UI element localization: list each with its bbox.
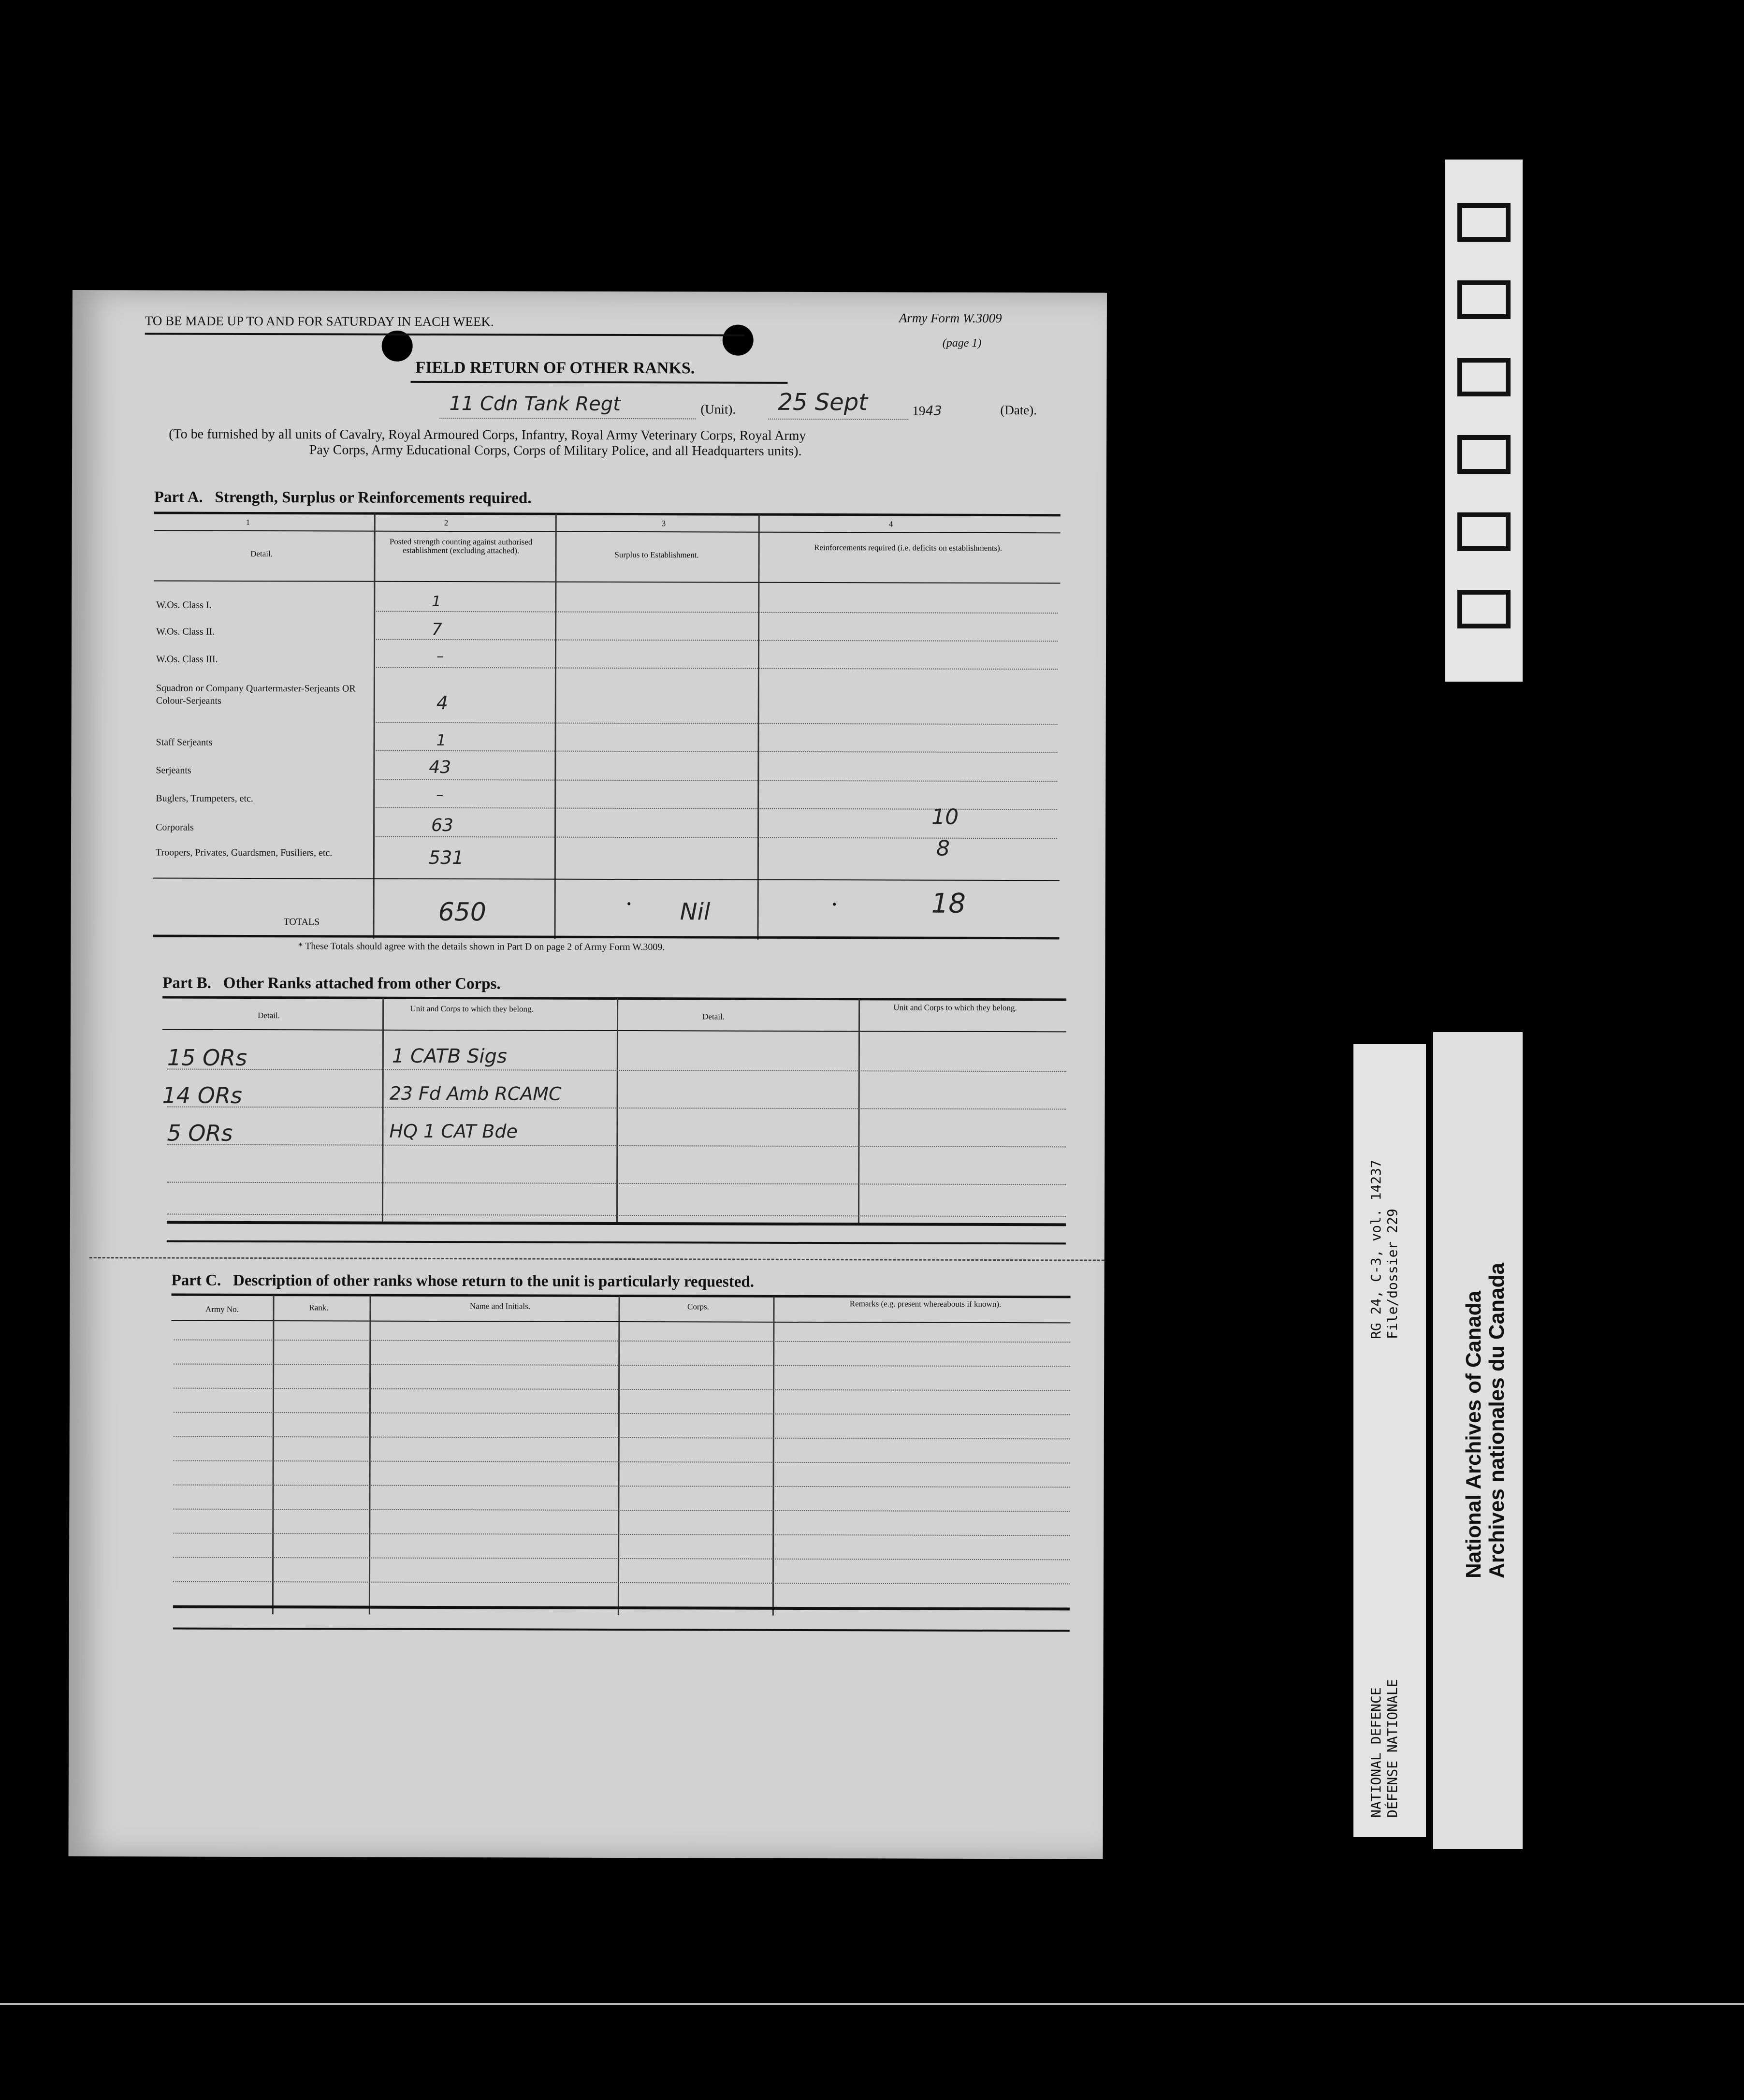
- col-reinf-header: Reinforcements required (i.e. deficits on establishments).: [814, 543, 1003, 553]
- year-prefix: 19: [912, 403, 926, 418]
- reference-label: RG 24, C-3, vol. 14237 File/dossier 229 NATIONAL DEFENCE DÉFENSE NATIONALE: [1353, 1044, 1426, 1837]
- field-return-sheet: TO BE MADE UP TO AND FOR SATURDAY IN EACH WEEK. Army Form W.3009 (page 1) FIELD RETURN OF OTHER RANKS. 11 Cdn Tank Regt (Unit). 25 Sept 1943 (Date). (To be furnished by all units of Cavalry, Royal Armoured Corps, Infantry, Royal Army Veterinary Corps, Royal Army Pay Corps, Army Educational Corps, Corps of Military Police, and all Headquarters units). Part A. Strength, Surplus or Reinforcements required. 1 2 3 4 Detail. Posted strength counting against authorised establishment (excluding attached). Surplus to Establishment. Reinforcements required (i.e. deficits on establishments). W.Os. Class I. 1 W.Os. Class II. 7 W.Os. Class III. – Squadron or Company Quartermaster-Serjeants OR Colour-Serjeants 4 Staff Serjeants 1 Serjeants 43 Buglers, Trumpeters, etc. – Corporals 63 10 Troopers, Privates, Guardsmen, Fusiliers, etc. 531 8 TOTALS 650 • Nil • 18 * These Totals should agree with the details shown in Part D on page 2 of Army Form W.3009. Part B. Other Ranks attached from other Corps. Detail. Unit and Corps to which they belong. Detail. Unit and Corps to which they belong. 15 ORs 1 CATB Sigs 14 ORs 23 Fd Amb RCAMC 5 ORs HQ 1 CAT Bde Part C. Description of other ranks whose return to the unit is particularly requested. Army No. Rank. Name and Initials. Corps. Remarks (e.g. present whereabouts if known).: [69, 290, 1107, 1859]
- part-a-row: Serjeants 43: [156, 757, 451, 778]
- part-a-row: Staff Serjeants 1: [156, 730, 446, 750]
- archives-label: National Archives of Canada Archives nationales du Canada: [1433, 1032, 1523, 1849]
- punch-hole: [723, 325, 754, 356]
- form-number: Army Form W.3009: [899, 310, 1002, 326]
- part-b-row: 14 ORs 23 Fd Amb RCAMC: [162, 1082, 562, 1108]
- part-b-row: 5 ORs HQ 1 CAT Bde: [167, 1120, 518, 1146]
- col-detail-header: Detail.: [250, 549, 273, 559]
- date-value: 25 Sept: [778, 388, 868, 416]
- date-label: (Date).: [1000, 403, 1037, 418]
- unit-value: 11 Cdn Tank Regt: [449, 393, 621, 415]
- part-b-row: 15 ORs 1 CATB Sigs: [167, 1044, 507, 1071]
- frame-number-strip: [1445, 160, 1523, 682]
- totals-label: TOTALS: [283, 917, 320, 928]
- col-surplus-header: Surplus to Establishment.: [614, 550, 699, 560]
- furnish-note: (To be furnished by all units of Cavalry, Royal Armoured Corps, Infantry, Royal Army Veterinary Corps, Royal Army Pay Corps, Army Educational Corps, Corps of Military Police, and all Headquarters units).: [169, 426, 806, 459]
- part-a-row: Squadron or Company Quartermaster-Serjeants OR Colour-Serjeants 4: [156, 683, 449, 714]
- totals-footnote: * These Totals should agree with the details shown in Part D on page 2 of Army Form W.3009.: [298, 941, 665, 953]
- part-c-heading: Part C. Description of other ranks whose return to the unit is particularly requested.: [171, 1271, 755, 1291]
- part-a-heading: Part A. Strength, Surplus or Reinforcements required.: [154, 488, 532, 507]
- part-a-row: W.Os. Class I. 1: [156, 593, 441, 611]
- year-value: 43: [925, 403, 942, 419]
- part-a-row: Corporals 63 10: [156, 804, 959, 836]
- unit-label: (Unit).: [700, 402, 736, 417]
- part-a-row: Buglers, Trumpeters, etc. –: [156, 786, 444, 804]
- page-number: (page 1): [942, 336, 982, 350]
- form-title: FIELD RETURN OF OTHER RANKS.: [415, 358, 695, 378]
- part-a-row: Troopers, Privates, Guardsmen, Fusiliers, etc. 531 8: [155, 836, 950, 869]
- part-b-heading: Part B. Other Ranks attached from other Corps.: [162, 974, 501, 993]
- total-reinf: 18: [931, 888, 966, 919]
- part-a-row: W.Os. Class III. –: [156, 647, 444, 665]
- total-surplus: Nil: [680, 898, 711, 926]
- part-a-row: W.Os. Class II. 7: [156, 619, 442, 640]
- instruction-line: TO BE MADE UP TO AND FOR SATURDAY IN EACH WEEK.: [145, 313, 494, 329]
- col-posted-header: Posted strength counting against authorised establishment (excluding attached).: [389, 537, 533, 555]
- total-posted: 650: [438, 897, 486, 927]
- film-edge-line: [0, 2003, 1744, 2005]
